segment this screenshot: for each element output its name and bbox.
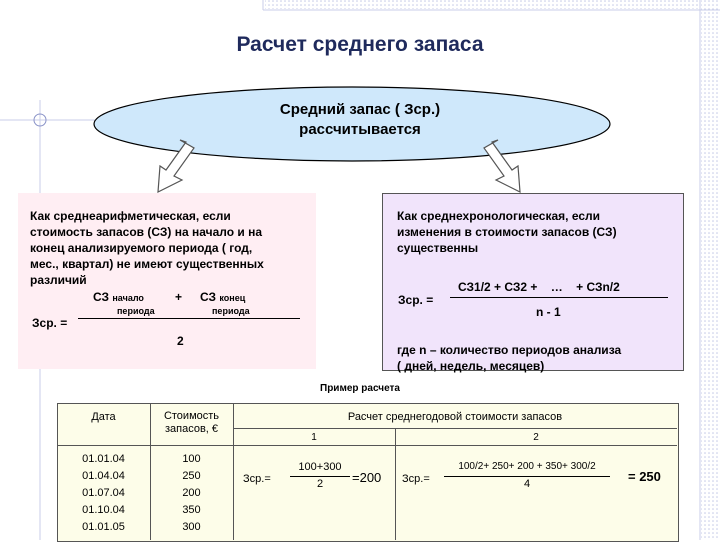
term1-label: СЗ <box>93 290 110 304</box>
page-title: Расчет среднего запаса <box>236 33 484 56</box>
term2-sub2: периода <box>212 306 250 316</box>
table-row-date: 01.10.04 <box>82 504 125 516</box>
header-calc: Расчет среднегодовой стоимости запасов <box>347 411 563 423</box>
table-divider-v2 <box>233 403 234 540</box>
calc1-numerator: 100+300 <box>298 461 342 473</box>
example-caption: Пример расчета <box>320 383 400 394</box>
values-column <box>150 451 233 536</box>
method-1-number: 1 <box>311 432 317 443</box>
calc2-denominator: 4 <box>523 478 531 490</box>
header-value <box>150 410 233 436</box>
right-desc-line-3: существенны <box>397 241 479 255</box>
period-note <box>397 342 697 374</box>
calc2-lhs: Зср.= <box>402 473 430 485</box>
table-row-value: 300 <box>182 521 201 533</box>
left-formula-denominator: 2 <box>177 334 184 348</box>
calc2-fraction-bar <box>444 476 610 477</box>
calc1-denominator: 2 <box>316 478 324 490</box>
right-desc-line-1: Как среднехронологическая, если <box>397 209 601 223</box>
header-date: Дата <box>91 411 116 423</box>
left-formula-plus: + <box>175 290 183 304</box>
left-desc-line-4: мес., квартал) не имеют существенных <box>30 257 264 271</box>
table-row-value: 200 <box>182 487 201 499</box>
calc1-result: =200 <box>352 470 382 485</box>
right-fraction-bar <box>450 297 668 298</box>
arrow-down-right-icon <box>478 138 528 196</box>
calc1-fraction-bar <box>290 476 350 477</box>
left-fraction-bar <box>78 318 300 319</box>
left-desc-line-5: различий <box>30 273 87 287</box>
table-row-value: 250 <box>182 470 201 482</box>
header-value-line-2: запасов, € <box>164 423 219 435</box>
table-row-date: 01.04.04 <box>82 470 125 482</box>
calc2-result: = 250 <box>628 469 661 484</box>
left-desc-line-1: Как среднеарифметическая, если <box>30 209 231 223</box>
left-formula-term1 <box>93 290 144 304</box>
arithmetic-mean-description <box>30 208 320 288</box>
arrow-down-left-icon <box>150 138 200 196</box>
chronological-mean-description <box>397 208 677 256</box>
left-desc-line-3: конец анализируемого периода ( год, <box>30 241 253 255</box>
period-note-line-2: ( дней, недель, месяцев) <box>397 359 545 373</box>
oval-text <box>215 100 505 140</box>
dates-column <box>57 451 150 536</box>
oval-line-2: рассчитывается <box>299 121 421 138</box>
term2-label: СЗ <box>200 290 217 304</box>
term2-sub: конец <box>219 293 246 303</box>
calc1-lhs: Зср.= <box>243 473 271 485</box>
calc2-numerator: 100/2+ 250+ 200 + 350+ 300/2 <box>458 461 596 472</box>
method-2-number: 2 <box>533 432 539 443</box>
table-row-value: 350 <box>182 504 201 516</box>
oval-line-1: Средний запас ( Зср.) <box>279 101 441 118</box>
table-row-date: 01.07.04 <box>82 487 125 499</box>
table-row-value: 100 <box>182 453 201 465</box>
period-note-line-1: где n – количество периодов анализа <box>397 343 622 357</box>
term1-sub: начало <box>112 293 144 303</box>
table-divider-v3 <box>395 428 396 540</box>
left-desc-line-2: стоимость запасов (СЗ) на начало и на <box>30 225 263 239</box>
right-desc-line-2: изменения в стоимости запасов (СЗ) <box>397 225 617 239</box>
table-divider-h2 <box>233 428 677 429</box>
right-formula-denominator: n - 1 <box>536 305 561 319</box>
table-row-date: 01.01.04 <box>82 453 125 465</box>
left-formula-term2 <box>200 290 245 304</box>
right-formula-lhs: Зср. = <box>398 293 434 307</box>
left-formula-lhs: Зср. = <box>32 316 68 330</box>
term1-sub2: периода <box>117 306 155 316</box>
right-formula-numerator: СЗ1/2 + СЗ2 + … + СЗn/2 <box>458 280 620 294</box>
header-value-line-1: Стоимость <box>163 410 220 422</box>
table-row-date: 01.01.05 <box>82 521 125 533</box>
